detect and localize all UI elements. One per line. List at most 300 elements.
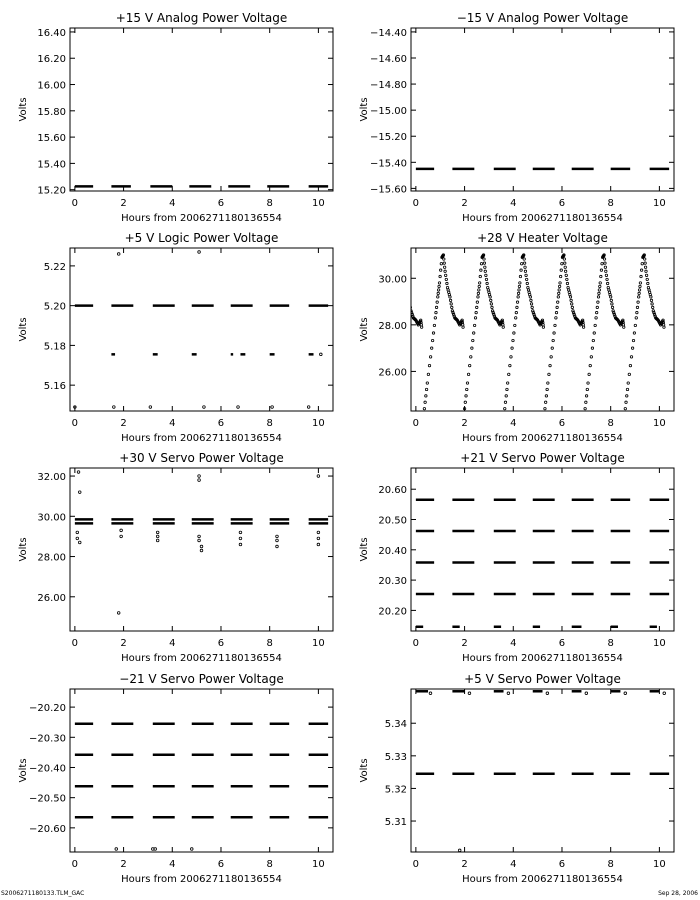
data-point <box>478 285 480 287</box>
data-point <box>464 401 466 403</box>
data-point <box>443 266 445 268</box>
data-point <box>585 395 587 397</box>
data-point <box>591 347 593 349</box>
plot-frame <box>411 248 674 411</box>
data-point <box>479 275 481 277</box>
data-point <box>611 303 613 305</box>
data-point <box>584 407 586 409</box>
data-point <box>113 406 116 409</box>
y-tick-label: −20.60 <box>28 823 66 835</box>
y-axis-label: Volts <box>359 758 370 783</box>
data-point <box>478 289 480 291</box>
data-point <box>477 292 479 294</box>
data-point <box>317 537 320 540</box>
y-axis-label: Volts <box>359 97 370 122</box>
data-point <box>428 364 430 366</box>
data-point <box>551 347 553 349</box>
data-point <box>516 306 518 308</box>
data-point <box>490 299 492 301</box>
data-point <box>399 256 401 258</box>
x-tick-label: 0 <box>412 198 420 209</box>
data-point <box>420 326 422 328</box>
y-tick-label: 15.40 <box>37 159 66 171</box>
data-point <box>554 324 556 326</box>
data-point <box>559 282 561 284</box>
chart-title: +5 V Servo Power Voltage <box>464 672 621 686</box>
data-point <box>585 401 587 403</box>
data-point <box>632 339 634 341</box>
data-point <box>650 299 652 301</box>
data-point <box>400 255 402 257</box>
data-point <box>473 324 475 326</box>
data-point <box>77 471 80 474</box>
data-layer <box>416 465 669 627</box>
data-point <box>317 475 320 478</box>
data-point <box>596 306 598 308</box>
data-point <box>545 395 547 397</box>
x-tick-label: 8 <box>266 198 273 209</box>
data-point <box>436 301 438 303</box>
data-point <box>549 364 551 366</box>
data-point <box>626 395 628 397</box>
y-tick-label: 5.22 <box>43 261 66 273</box>
y-tick-label: 5.31 <box>384 817 407 829</box>
data-point <box>444 270 446 272</box>
chart-panel-3 <box>18 231 333 444</box>
data-point <box>638 289 640 291</box>
x-tick-label: 10 <box>653 198 666 209</box>
x-tick-label: 4 <box>169 859 176 870</box>
data-point <box>564 262 566 264</box>
y-tick-label: 16.40 <box>37 27 66 39</box>
data-point <box>582 326 584 328</box>
data-point <box>117 612 120 615</box>
data-point <box>395 301 397 303</box>
data-point <box>402 266 404 268</box>
data-point <box>593 332 595 334</box>
data-point <box>405 286 407 288</box>
x-tick-label: 4 <box>169 198 176 209</box>
data-point <box>149 406 152 409</box>
data-point <box>396 285 398 287</box>
data-point <box>517 296 519 298</box>
data-point <box>558 292 560 294</box>
data-point <box>529 296 531 298</box>
data-point <box>625 401 627 403</box>
data-point <box>518 289 520 291</box>
data-point <box>399 263 401 265</box>
data-point <box>382 407 384 409</box>
data-point <box>531 306 533 308</box>
x-tick-label: 8 <box>607 859 614 870</box>
x-tick-label: 6 <box>558 638 566 649</box>
data-point <box>489 296 491 298</box>
y-tick-label: 28.00 <box>37 552 66 564</box>
data-point <box>402 262 404 264</box>
x-tick-label: 0 <box>412 859 420 870</box>
data-point <box>571 303 573 305</box>
data-point <box>623 326 625 328</box>
x-tick-label: 2 <box>120 859 127 870</box>
chart-panel-6 <box>359 451 674 664</box>
data-point <box>519 275 521 277</box>
x-axis-label: Hours from 2006271180136554 <box>121 874 282 885</box>
data-point <box>530 303 532 305</box>
data-point <box>120 529 123 532</box>
data-point <box>402 270 404 272</box>
data-point <box>517 292 519 294</box>
y-tick-label: −20.20 <box>28 703 66 715</box>
y-tick-label: 5.18 <box>43 341 66 353</box>
data-layer <box>75 471 328 614</box>
data-point <box>525 278 527 280</box>
data-point <box>636 306 638 308</box>
plot-frame <box>411 689 674 852</box>
x-axis-label: Hours from 2006271180136554 <box>462 213 623 224</box>
data-point <box>435 306 437 308</box>
x-tick-label: 4 <box>510 418 517 429</box>
data-point <box>544 407 546 409</box>
data-point <box>271 406 274 409</box>
data-point <box>636 311 638 313</box>
data-point <box>400 256 402 258</box>
data-point <box>566 278 568 280</box>
data-point <box>156 539 159 542</box>
y-tick-label: 16.00 <box>37 80 66 92</box>
y-tick-label: 5.16 <box>43 381 66 393</box>
data-point <box>468 692 471 695</box>
data-point <box>629 364 631 366</box>
data-point <box>627 382 629 384</box>
data-point <box>550 356 552 358</box>
data-point <box>566 282 568 284</box>
data-point <box>610 299 612 301</box>
data-point <box>401 258 403 260</box>
y-tick-label: −20.30 <box>28 733 66 745</box>
data-point <box>198 535 201 538</box>
y-tick-label: −20.50 <box>28 793 66 805</box>
x-tick-label: 8 <box>266 638 273 649</box>
y-tick-label: −15.60 <box>369 184 407 196</box>
y-tick-label: 26.00 <box>378 367 407 379</box>
data-point <box>408 299 410 301</box>
data-point <box>599 282 601 284</box>
chart-panel-8 <box>359 672 674 885</box>
data-point <box>445 274 447 276</box>
data-point <box>592 339 594 341</box>
data-point <box>200 549 203 552</box>
data-layer <box>382 254 665 410</box>
data-point <box>450 303 452 305</box>
data-point <box>388 356 390 358</box>
y-axis-label: Volts <box>18 97 29 122</box>
y-tick-label: 16.20 <box>37 54 66 66</box>
data-point <box>512 339 514 341</box>
x-axis-label: Hours from 2006271180136554 <box>121 433 282 444</box>
x-axis-label: Hours from 2006271180136554 <box>462 433 623 444</box>
data-point <box>476 301 478 303</box>
x-tick-label: 10 <box>653 638 666 649</box>
data-point <box>200 545 203 548</box>
data-point <box>598 292 600 294</box>
data-point <box>507 692 510 695</box>
data-point <box>484 270 486 272</box>
data-point <box>611 306 613 308</box>
data-point <box>624 407 626 409</box>
data-point <box>586 388 588 390</box>
data-point <box>425 395 427 397</box>
data-point <box>651 306 653 308</box>
y-axis-label: Volts <box>359 537 370 562</box>
data-point <box>458 849 461 852</box>
x-tick-label: 10 <box>653 859 666 870</box>
data-point <box>644 266 646 268</box>
data-point <box>552 339 554 341</box>
data-point <box>600 269 602 271</box>
data-point <box>485 278 487 280</box>
data-point <box>563 258 565 260</box>
x-tick-label: 0 <box>71 198 79 209</box>
data-point <box>439 275 441 277</box>
x-tick-label: 2 <box>461 418 468 429</box>
x-tick-label: 10 <box>312 418 325 429</box>
data-point <box>506 388 508 390</box>
data-point <box>523 258 525 260</box>
data-point <box>605 274 607 276</box>
x-tick-label: 10 <box>312 638 325 649</box>
data-point <box>644 258 646 260</box>
data-point <box>558 285 560 287</box>
x-axis-label: Hours from 2006271180136554 <box>462 874 623 885</box>
data-point <box>641 263 643 265</box>
data-point <box>639 282 641 284</box>
data-point <box>239 531 242 534</box>
data-point <box>429 356 431 358</box>
data-point <box>640 269 642 271</box>
data-point <box>434 317 436 319</box>
data-point <box>451 306 453 308</box>
data-point <box>606 282 608 284</box>
x-tick-label: 4 <box>169 638 176 649</box>
data-point <box>438 285 440 287</box>
data-point <box>638 292 640 294</box>
data-point <box>491 306 493 308</box>
data-point <box>154 848 157 851</box>
x-tick-label: 2 <box>461 859 468 870</box>
y-tick-label: 30.00 <box>378 274 407 286</box>
y-tick-label: 15.60 <box>37 133 66 145</box>
data-point <box>504 407 506 409</box>
data-point <box>486 282 488 284</box>
x-tick-label: 2 <box>120 198 127 209</box>
data-point <box>483 258 485 260</box>
chart-title: +30 V Servo Power Voltage <box>119 451 284 465</box>
data-point <box>555 311 557 313</box>
data-point <box>599 285 601 287</box>
chart-panel-7 <box>18 672 333 885</box>
data-point <box>546 692 549 695</box>
data-point <box>542 326 544 328</box>
data-point <box>541 465 544 468</box>
y-tick-label: 30.00 <box>37 512 66 524</box>
data-point <box>432 332 434 334</box>
x-tick-label: 8 <box>266 859 273 870</box>
data-point <box>472 339 474 341</box>
data-point <box>396 289 398 291</box>
data-point <box>561 263 563 265</box>
data-point <box>525 274 527 276</box>
data-point <box>120 535 123 538</box>
data-point <box>424 401 426 403</box>
x-tick-label: 8 <box>607 638 614 649</box>
plot-frame <box>70 248 333 411</box>
data-point <box>548 373 550 375</box>
data-point <box>645 270 647 272</box>
chart-title: +28 V Heater Voltage <box>477 231 608 245</box>
x-tick-label: 2 <box>461 198 468 209</box>
x-tick-label: 2 <box>120 418 127 429</box>
x-tick-label: 10 <box>312 859 325 870</box>
data-point <box>609 296 611 298</box>
data-point <box>198 479 201 482</box>
data-point <box>556 306 558 308</box>
y-axis-label: Volts <box>359 317 370 342</box>
data-point <box>524 270 526 272</box>
x-tick-label: 0 <box>71 418 79 429</box>
data-point <box>555 317 557 319</box>
data-point <box>598 289 600 291</box>
data-point <box>490 303 492 305</box>
data-point <box>431 339 433 341</box>
x-tick-label: 0 <box>412 418 420 429</box>
x-tick-label: 10 <box>653 418 666 429</box>
data-point <box>474 317 476 319</box>
data-point <box>631 347 633 349</box>
y-tick-label: 20.20 <box>378 606 407 618</box>
data-point <box>78 491 81 494</box>
data-point <box>409 306 411 308</box>
data-point <box>560 269 562 271</box>
data-point <box>597 296 599 298</box>
data-point <box>511 347 513 349</box>
y-axis-label: Volts <box>18 758 29 783</box>
chart-panel-5 <box>18 451 333 664</box>
data-point <box>516 301 518 303</box>
data-point <box>650 296 652 298</box>
y-tick-label: −14.40 <box>369 27 407 39</box>
x-tick-label: 6 <box>558 198 566 209</box>
x-tick-label: 4 <box>169 418 176 429</box>
data-point <box>594 324 596 326</box>
data-point <box>644 262 646 264</box>
x-tick-label: 0 <box>71 859 79 870</box>
x-tick-label: 10 <box>312 198 325 209</box>
x-tick-label: 4 <box>510 198 517 209</box>
data-point <box>478 282 480 284</box>
data-point <box>430 347 432 349</box>
chart-title: −21 V Servo Power Voltage <box>119 672 284 686</box>
x-tick-label: 8 <box>607 418 614 429</box>
data-layer <box>74 251 329 409</box>
data-point <box>604 266 606 268</box>
data-point <box>117 253 120 256</box>
data-point <box>663 692 666 695</box>
data-point <box>237 406 240 409</box>
data-point <box>588 373 590 375</box>
data-point <box>605 270 607 272</box>
data-point <box>544 401 546 403</box>
y-tick-label: 20.50 <box>378 515 407 527</box>
data-point <box>115 848 118 851</box>
data-point <box>513 332 515 334</box>
x-tick-label: 8 <box>607 198 614 209</box>
y-tick-label: 5.34 <box>384 719 407 731</box>
y-axis-label: Volts <box>18 537 29 562</box>
data-point <box>510 356 512 358</box>
data-point <box>476 306 478 308</box>
y-tick-label: −15.40 <box>369 158 407 170</box>
data-point <box>470 356 472 358</box>
data-point <box>466 382 468 384</box>
data-point <box>480 269 482 271</box>
data-point <box>475 311 477 313</box>
data-point <box>449 296 451 298</box>
data-point <box>647 282 649 284</box>
data-point <box>203 406 206 409</box>
data-point <box>637 301 639 303</box>
y-tick-label: 15.80 <box>37 106 66 118</box>
y-tick-label: 20.40 <box>378 545 407 557</box>
data-point <box>526 282 528 284</box>
y-tick-label: 20.30 <box>378 576 407 588</box>
x-tick-label: 6 <box>558 418 566 429</box>
data-point <box>585 692 588 695</box>
data-point <box>449 299 451 301</box>
data-point <box>570 299 572 301</box>
x-tick-label: 2 <box>461 638 468 649</box>
data-point <box>505 395 507 397</box>
data-point <box>520 269 522 271</box>
data-point <box>406 289 408 291</box>
data-layer <box>416 691 669 851</box>
data-point <box>651 303 653 305</box>
data-point <box>429 692 432 695</box>
y-tick-label: −15.00 <box>369 106 407 118</box>
data-point <box>565 274 567 276</box>
data-point <box>398 269 400 271</box>
data-point <box>553 332 555 334</box>
data-point <box>407 293 409 295</box>
data-point <box>557 296 559 298</box>
data-point <box>473 332 475 334</box>
chart-panel-1 <box>18 11 333 224</box>
chart-panel-4 <box>359 231 674 444</box>
data-point <box>390 339 392 341</box>
data-point <box>385 382 387 384</box>
data-point <box>440 269 442 271</box>
y-tick-label: −14.60 <box>369 53 407 65</box>
data-point <box>76 537 79 540</box>
data-point <box>508 373 510 375</box>
data-point <box>514 324 516 326</box>
data-point <box>589 364 591 366</box>
data-point <box>198 251 201 254</box>
x-tick-label: 0 <box>71 638 79 649</box>
data-point <box>466 388 468 390</box>
data-point <box>634 324 636 326</box>
data-point <box>198 539 201 542</box>
data-point <box>504 401 506 403</box>
